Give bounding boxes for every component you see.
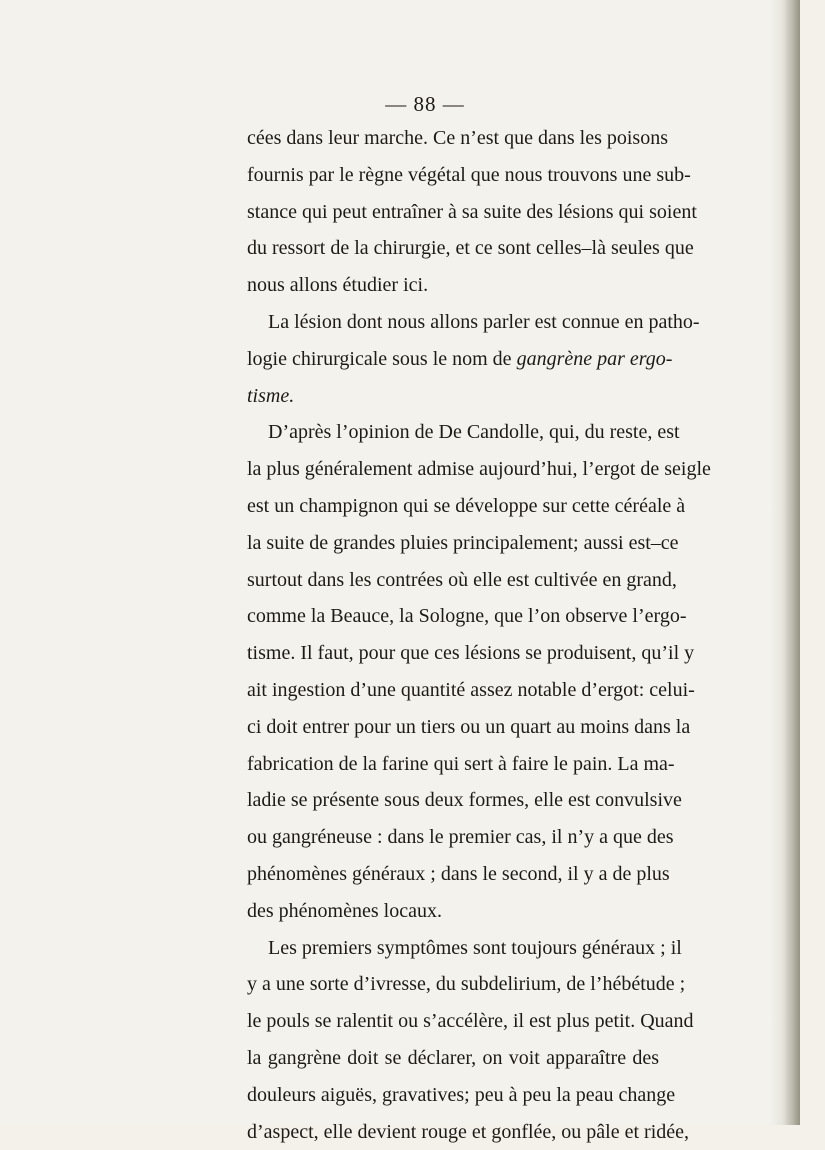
- text-line-content: surtout dans les contrées où elle est cultivée en grand,: [247, 568, 677, 591]
- text-line: [247, 635, 695, 672]
- text-line: [247, 341, 673, 378]
- text-line-italic: tisme.: [247, 384, 295, 407]
- text-line-content: la plus généralement admise aujourd’hui, l’ergot de seigle: [247, 458, 711, 481]
- text-line: [247, 598, 687, 635]
- text-line-content: douleurs aiguës, gravatives; peu à peu la peau change: [247, 1083, 676, 1106]
- text-line: [247, 451, 711, 488]
- text-line-content: est un champignon qui se développe sur cette céréale à: [247, 494, 686, 517]
- text-line-content: ci doit entrer pour un tiers ou un quart au moins dans la: [247, 715, 691, 738]
- text-line-content: nous allons étudier ici.: [247, 274, 429, 297]
- text-line: [247, 746, 675, 783]
- text-line-content: des phénomènes locaux.: [247, 899, 442, 922]
- text-line: [247, 782, 682, 819]
- text-line-content: D’après l’opinion de De Candolle, qui, du reste, est: [268, 421, 680, 444]
- text-line-content: d’aspect, elle devient rouge et gonflée, ou pâle et ridée,: [247, 1120, 690, 1143]
- page-number: — 88 —: [385, 92, 465, 116]
- text-line: [247, 709, 691, 746]
- text-line: [247, 414, 680, 451]
- text-line: [247, 267, 659, 304]
- text-line: [247, 230, 694, 267]
- text-line: [247, 672, 695, 709]
- text-line-content: ait ingestion d’une quantité assez notable d’ergot: celui-: [247, 678, 695, 701]
- page-edge-shadow: [782, 0, 800, 1125]
- text-line-content: fournis par le règne végétal que nous trouvons une sub-: [247, 163, 691, 186]
- text-line: [247, 1077, 676, 1114]
- text-line-content: le pouls se ralentit ou s’accélère, il est plus petit. Quand: [247, 1010, 694, 1033]
- text-line-content: y a une sorte d’ivresse, du subdelirium, de l’hébétude ;: [247, 973, 686, 996]
- text-line: [247, 1003, 694, 1040]
- text-line: [247, 378, 659, 415]
- text-line: [247, 1040, 659, 1077]
- text-line-content: la gangrène doit se déclarer, on voit apparaître des: [247, 1046, 659, 1069]
- text-line: [247, 930, 682, 967]
- text-line: [247, 525, 679, 562]
- text-line-content: ladie se présente sous deux formes, elle est convulsive: [247, 789, 682, 812]
- text-line-content: phénomènes généraux ; dans le second, il y a de plus: [247, 862, 670, 885]
- text-line-content: stance qui peut entraîner à sa suite des lésions qui soient: [247, 200, 697, 223]
- text-line: [247, 1114, 690, 1150]
- text-line: [247, 856, 670, 893]
- text-line-content: La lésion dont nous allons parler est connue en patho-: [268, 310, 700, 333]
- text-line-content: fabrication de la farine qui sert à faire le pain. La ma-: [247, 752, 675, 775]
- text-line: [247, 194, 697, 231]
- text-line: [247, 562, 677, 599]
- text-line-content: cées dans leur marche. Ce n’est que dans les poisons: [247, 127, 668, 149]
- text-line: [247, 893, 659, 930]
- text-line: [247, 819, 674, 856]
- text-line-content: Les premiers symptômes sont toujours généraux ; il: [268, 936, 682, 959]
- text-line-content: comme la Beauce, la Sologne, que l’on observe l’ergo-: [247, 605, 687, 628]
- text-line: [247, 157, 691, 194]
- text-line-content: la suite de grandes pluies principalement; aussi est–ce: [247, 531, 679, 554]
- text-line-content: logie chirurgicale sous le nom de: [247, 347, 517, 370]
- text-line: [247, 120, 668, 157]
- text-line: [247, 488, 686, 525]
- text-line: [247, 304, 700, 341]
- text-line-italic: gangrène par ergo-: [516, 347, 673, 370]
- text-line-content: ou gangréneuse : dans le premier cas, il n’y a que des: [247, 826, 674, 849]
- text-line-content: tisme. Il faut, pour que ces lésions se produisent, qu’il y: [247, 642, 695, 665]
- body-text: [247, 120, 711, 1150]
- text-line-content: du ressort de la chirurgie, et ce sont celles–là seules que: [247, 237, 694, 260]
- text-line: [247, 966, 686, 1003]
